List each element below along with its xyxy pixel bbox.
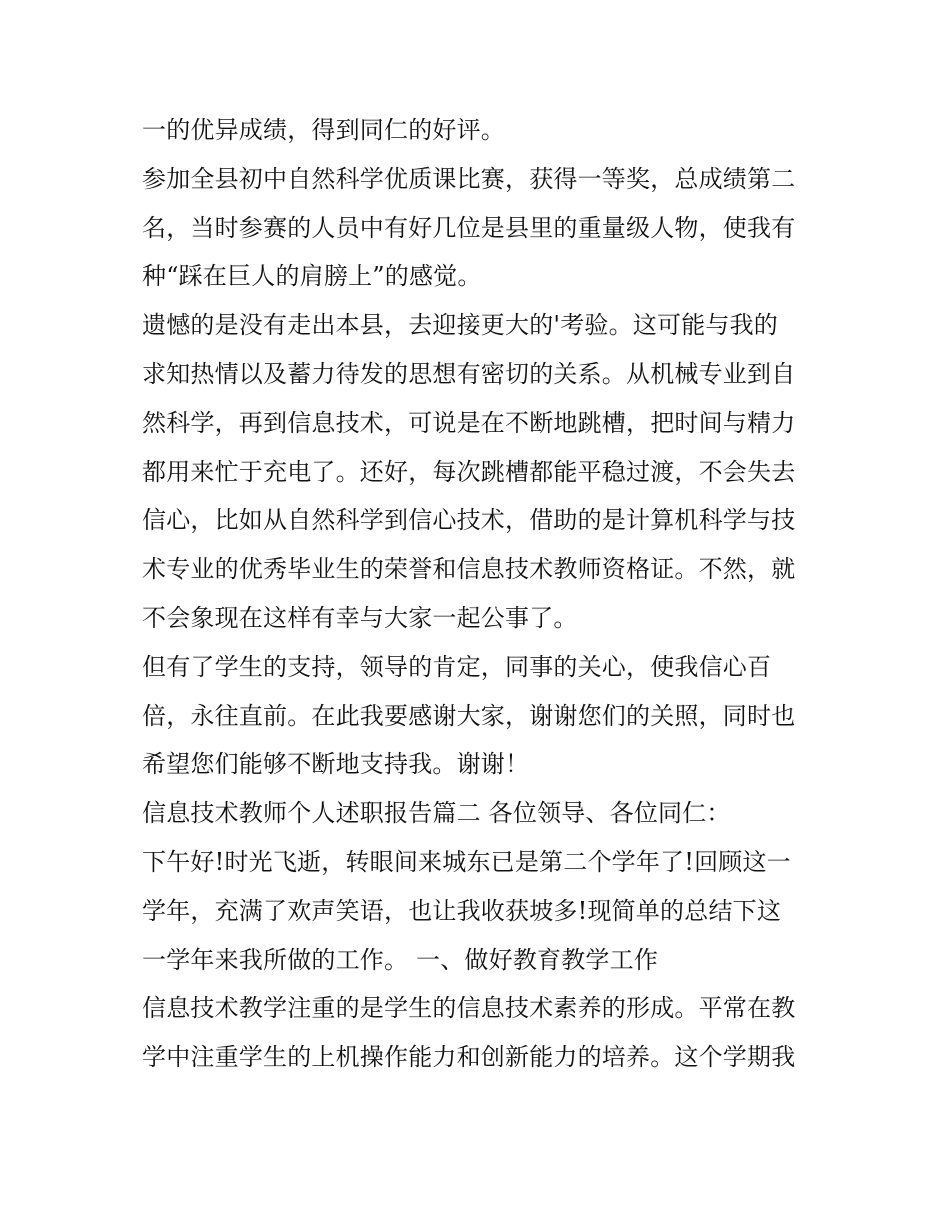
text-line: 不会象现在这样有幸与大家一起公事了。 bbox=[142, 603, 578, 632]
section-heading: 信息技术教师个人述职报告篇二 各位领导、各位同仁： bbox=[142, 799, 731, 828]
text-line: 下午好!时光飞逝，转眼间来城东已是第二个学年了!回顾这一 bbox=[142, 847, 791, 876]
text-line: 一的优异成绩，得到同仁的好评。 bbox=[142, 116, 505, 144]
text-line: 一学年来我所做的工作。 一、做好教育教学工作 bbox=[142, 945, 659, 974]
text-line: 倍，永往直前。在此我要感谢大家，谢谢您们的关照，同时也 bbox=[142, 701, 796, 730]
text-line: 遗憾的是没有走出本县，去迎接更大的'考验。这可能与我的 bbox=[142, 311, 778, 340]
text-line: 然科学，再到信息技术，可说是在不断地跳槽，把时间与精力 bbox=[142, 408, 796, 437]
text-line: 信息技术教学注重的是学生的信息技术素养的形成。平常在教 bbox=[142, 994, 796, 1023]
text-line: 都用来忙于充电了。还好，每次跳槽都能平稳过渡，不会失去 bbox=[142, 457, 796, 486]
text-line: 信心，比如从自然科学到信心技术，借助的是计算机科学与技 bbox=[142, 506, 796, 535]
text-line: 希望您们能够不断地支持我。谢谢！ bbox=[142, 750, 530, 779]
text-line: 种“踩在巨人的肩膀上”的感觉。 bbox=[142, 262, 482, 291]
text-line: 名，当时参赛的人员中有好几位是县里的重量级人物，使我有 bbox=[142, 213, 796, 242]
text-line: 求知热情以及蓄力待发的思想有密切的关系。从机械专业到自 bbox=[142, 359, 796, 388]
text-line: 学中注重学生的上机操作能力和创新能力的培养。这个学期我 bbox=[142, 1043, 796, 1072]
text-line: 但有了学生的支持，领导的肯定，同事的关心，使我信心百 bbox=[142, 652, 772, 681]
text-line: 术专业的优秀毕业生的荣誉和信息技术教师资格证。不然，就 bbox=[142, 555, 796, 584]
body-text bbox=[142, 106, 822, 1082]
text-line: 学年，充满了欢声笑语，也让我收获坡多!现简单的总结下这 bbox=[142, 896, 782, 925]
text-line: 参加全县初中自然科学优质课比赛，获得一等奖，总成绩第二 bbox=[142, 164, 796, 193]
